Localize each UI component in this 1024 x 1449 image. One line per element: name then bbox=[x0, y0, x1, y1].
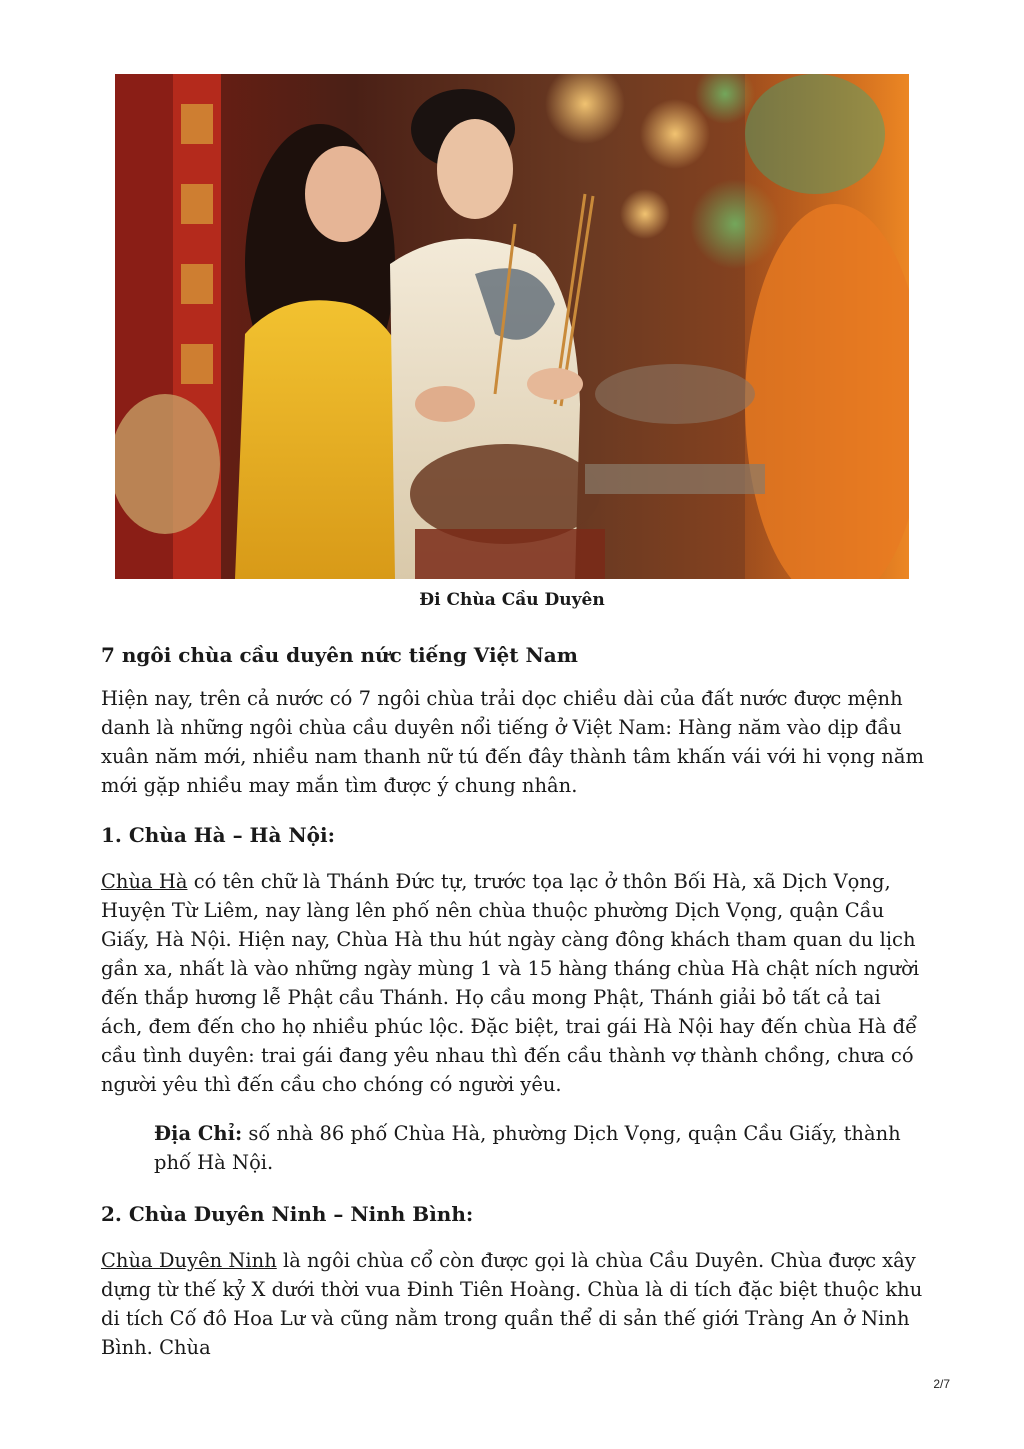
paragraph-chua-ha bbox=[101, 867, 927, 1099]
couple-temple-photo bbox=[115, 74, 909, 579]
chua-ha-link[interactable]: Chùa Hà bbox=[101, 870, 188, 893]
section-heading-chua-ha: 1. Chùa Hà – Hà Nội: bbox=[101, 823, 335, 847]
figure-caption: Đi Chùa Cầu Duyên bbox=[419, 590, 605, 610]
section-heading-intro: 7 ngôi chùa cầu duyên nức tiếng Việt Nam bbox=[101, 643, 578, 667]
section-heading-chua-duyen-ninh: 2. Chùa Duyên Ninh – Ninh Bình: bbox=[101, 1202, 474, 1226]
address-text: số nhà 86 phố Chùa Hà, phường Dịch Vọng, quận Cầu Giấy, thành phố Hà Nội. bbox=[154, 1122, 901, 1174]
intro-paragraph: Hiện nay, trên cả nước có 7 ngôi chùa trải dọc chiều dài của đất nước được mệnh danh là những ngôi chùa cầu duyên nổi tiếng ở Việt Nam: Hàng năm vào dịp đầu xuân năm mới, nhiều nam thanh nữ tú đến đây thành tâm khấn vái với hi vọng năm mới gặp nhiều may mắn tìm được ý chung nhân. bbox=[101, 687, 924, 797]
paragraph-chua-ha-text: có tên chữ là Thánh Đức tự, trước tọa lạc ở thôn Bối Hà, xã Dịch Vọng, Huyện Từ Liêm, nay làng lên phố nên chùa thuộc phường Dịch Vọng, quận Cầu Giấy, Hà Nội. Hiện nay, Chùa Hà thu hút ngày càng đông khách tham quan du lịch gần xa, nhất là vào những ngày mùng 1 và 15 hàng tháng chùa Hà chật ních người đến thắp hương lễ Phật cầu Thánh. Họ cầu mong Phật, Thánh giải bỏ tất cả tai ách, đem đến cho họ nhiều phúc lộc. Đặc biệt, trai gái Hà Nội hay đến chùa Hà để cầu tình duyên: trai gái đang yêu nhau thì đến cầu thành vợ thành chồng, chưa có người yêu thì đến cầu cho chóng có người yêu. bbox=[101, 870, 920, 1096]
article-content bbox=[101, 630, 927, 1362]
paragraph-chua-duyen-ninh-text: là ngôi chùa cổ còn được gọi là chùa Cầu Duyên. Chùa được xây dựng từ thế kỷ X dưới thời vua Đinh Tiên Hoàng. Chùa là di tích đặc biệt thuộc khu di tích Cố đô Hoa Lư và cũng nằm trong quần thể di sản thế giới Tràng An ở Ninh Bình. Chùa bbox=[101, 1249, 923, 1359]
chua-duyen-ninh-link[interactable]: Chùa Duyên Ninh bbox=[101, 1249, 277, 1272]
address-label: Địa Chỉ: bbox=[154, 1122, 243, 1145]
page-number: 2/7 bbox=[933, 1377, 950, 1391]
address-chua-ha bbox=[154, 1119, 927, 1177]
paragraph-chua-duyen-ninh bbox=[101, 1246, 927, 1362]
